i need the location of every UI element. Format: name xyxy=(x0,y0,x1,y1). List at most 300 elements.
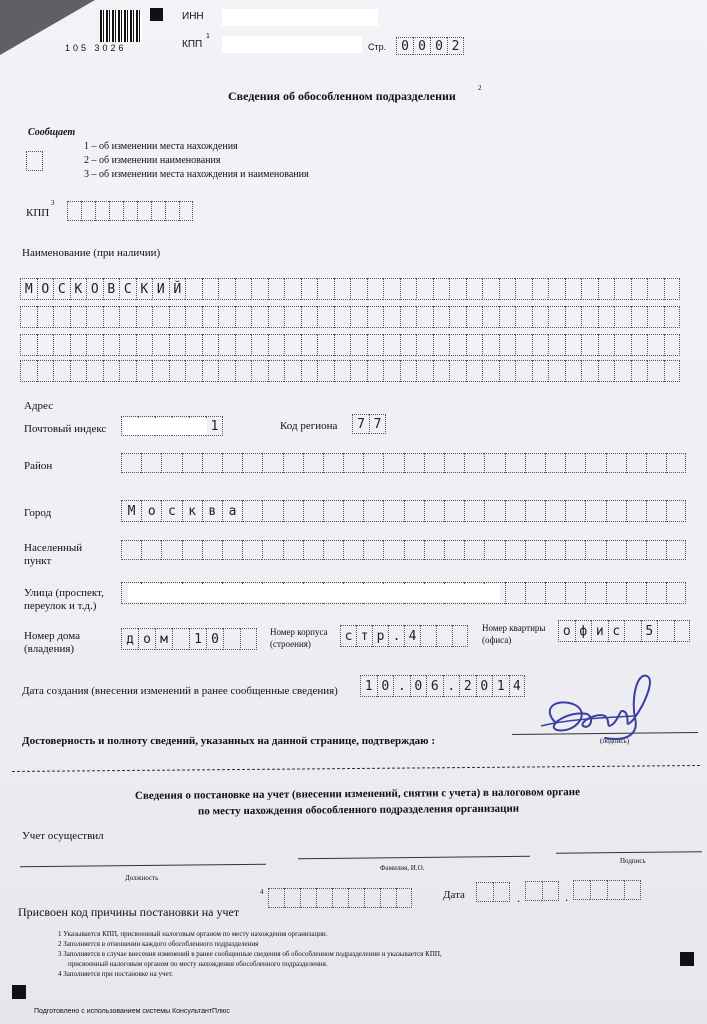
district-cell[interactable] xyxy=(606,453,626,473)
building-cell[interactable]: т xyxy=(356,625,372,647)
street-cell[interactable] xyxy=(646,582,666,604)
name-cell[interactable] xyxy=(317,278,334,300)
city-cell[interactable] xyxy=(424,500,444,522)
name-cell[interactable] xyxy=(284,360,301,382)
reg-date-cell[interactable] xyxy=(476,882,493,902)
house-cell[interactable]: 0 xyxy=(206,628,223,650)
building-cell[interactable] xyxy=(452,625,468,647)
name-cell[interactable] xyxy=(70,306,87,328)
city-cell[interactable]: в xyxy=(202,500,222,522)
district-cell[interactable] xyxy=(666,453,686,473)
name-cell[interactable]: К xyxy=(70,278,87,300)
name-cell[interactable] xyxy=(367,334,384,356)
district-cell[interactable] xyxy=(565,453,585,473)
name-cell[interactable] xyxy=(350,306,367,328)
reason-code-cell[interactable] xyxy=(380,888,396,908)
locality-cell[interactable] xyxy=(464,540,484,560)
street-cell[interactable] xyxy=(505,582,525,604)
district-cell[interactable] xyxy=(646,453,666,473)
name-cell[interactable] xyxy=(251,334,268,356)
name-cell[interactable] xyxy=(37,360,54,382)
district-cell[interactable] xyxy=(525,453,545,473)
name-cell[interactable] xyxy=(532,334,549,356)
name-cell[interactable] xyxy=(515,278,532,300)
name-cell[interactable] xyxy=(581,334,598,356)
name-cell[interactable] xyxy=(581,278,598,300)
name-cell[interactable] xyxy=(301,334,318,356)
name-cell[interactable] xyxy=(152,334,169,356)
locality-cell[interactable] xyxy=(141,540,161,560)
creation-date-cell[interactable]: . xyxy=(393,675,410,697)
name-cell[interactable] xyxy=(499,334,516,356)
reg-date-cell[interactable] xyxy=(542,881,559,901)
kpp-cell[interactable] xyxy=(151,201,165,221)
city-cell[interactable] xyxy=(242,500,262,522)
name-cell[interactable] xyxy=(548,360,565,382)
kpp-cell[interactable] xyxy=(137,201,151,221)
street-cell[interactable] xyxy=(525,582,545,604)
locality-cell[interactable] xyxy=(262,540,282,560)
name-row[interactable] xyxy=(20,278,680,300)
name-cell[interactable] xyxy=(136,306,153,328)
name-cell[interactable] xyxy=(499,278,516,300)
reg-date-cell[interactable] xyxy=(590,880,607,900)
city-cell[interactable] xyxy=(505,500,525,522)
name-cell[interactable] xyxy=(433,278,450,300)
city-cells[interactable] xyxy=(121,500,686,522)
name-cell[interactable] xyxy=(317,306,334,328)
city-cell[interactable] xyxy=(646,500,666,522)
name-cell[interactable] xyxy=(499,306,516,328)
locality-cell[interactable] xyxy=(545,540,565,560)
name-cell[interactable] xyxy=(350,360,367,382)
kpp-field-cells[interactable] xyxy=(67,201,193,221)
name-cell[interactable] xyxy=(334,306,351,328)
name-cell[interactable] xyxy=(482,278,499,300)
name-cell[interactable] xyxy=(218,306,235,328)
reg-date-cell[interactable] xyxy=(624,880,641,900)
city-cell[interactable]: а xyxy=(222,500,242,522)
name-cell[interactable]: Й xyxy=(169,278,186,300)
name-cell[interactable] xyxy=(334,278,351,300)
house-cell[interactable]: о xyxy=(138,628,155,650)
name-cell[interactable] xyxy=(185,360,202,382)
district-cell[interactable] xyxy=(222,453,242,473)
name-cell[interactable] xyxy=(235,278,252,300)
name-cell[interactable] xyxy=(301,306,318,328)
name-cell[interactable] xyxy=(86,360,103,382)
house-cell[interactable] xyxy=(223,628,240,650)
city-cell[interactable] xyxy=(484,500,504,522)
name-cell[interactable] xyxy=(647,306,664,328)
building-cell[interactable] xyxy=(420,625,436,647)
name-cell[interactable] xyxy=(301,360,318,382)
street-cell[interactable] xyxy=(666,582,686,604)
district-cell[interactable] xyxy=(283,453,303,473)
page-number-cell[interactable]: 0 xyxy=(430,37,447,55)
name-cell[interactable] xyxy=(647,334,664,356)
name-cell[interactable] xyxy=(20,360,37,382)
name-cell[interactable] xyxy=(119,360,136,382)
city-cell[interactable] xyxy=(525,500,545,522)
region-cell[interactable]: 7 xyxy=(352,414,369,434)
name-cell[interactable] xyxy=(383,360,400,382)
reg-date-cell[interactable] xyxy=(493,882,510,902)
name-cell[interactable] xyxy=(169,334,186,356)
name-cell[interactable] xyxy=(284,278,301,300)
city-cell[interactable]: о xyxy=(141,500,161,522)
city-cell[interactable]: М xyxy=(121,500,141,522)
district-cell[interactable] xyxy=(444,453,464,473)
name-cell[interactable] xyxy=(202,334,219,356)
district-cell[interactable] xyxy=(484,453,504,473)
district-cell[interactable] xyxy=(323,453,343,473)
reg-date-year-cells[interactable] xyxy=(573,880,641,900)
district-cell[interactable] xyxy=(303,453,323,473)
name-cell[interactable]: С xyxy=(53,278,70,300)
locality-cell[interactable] xyxy=(283,540,303,560)
name-cell[interactable] xyxy=(598,334,615,356)
name-cell[interactable] xyxy=(614,278,631,300)
name-cell[interactable] xyxy=(647,278,664,300)
house-cell[interactable]: 1 xyxy=(189,628,206,650)
city-cell[interactable] xyxy=(606,500,626,522)
name-cell[interactable] xyxy=(20,306,37,328)
name-cell[interactable] xyxy=(400,334,417,356)
name-cell[interactable] xyxy=(482,334,499,356)
name-cell[interactable] xyxy=(515,306,532,328)
name-cell[interactable] xyxy=(103,306,120,328)
name-cell[interactable] xyxy=(515,360,532,382)
district-cell[interactable] xyxy=(121,453,141,473)
name-cell[interactable] xyxy=(466,360,483,382)
name-cell[interactable] xyxy=(482,360,499,382)
name-cell[interactable] xyxy=(565,278,582,300)
name-cell[interactable] xyxy=(53,306,70,328)
name-cell[interactable] xyxy=(433,334,450,356)
apartment-cell[interactable] xyxy=(674,620,691,642)
reason-code-cell[interactable] xyxy=(284,888,300,908)
creation-date-cells[interactable] xyxy=(360,675,525,697)
name-cell[interactable] xyxy=(20,334,37,356)
name-cell[interactable] xyxy=(185,306,202,328)
building-cell[interactable]: с xyxy=(340,625,356,647)
kpp-cell[interactable] xyxy=(179,201,193,221)
reason-code-cell[interactable] xyxy=(348,888,364,908)
name-cell[interactable] xyxy=(86,334,103,356)
reg-date-day-cells[interactable] xyxy=(476,882,510,902)
name-cell[interactable] xyxy=(235,360,252,382)
locality-cell[interactable] xyxy=(343,540,363,560)
creation-date-cell[interactable]: 0 xyxy=(410,675,427,697)
district-cell[interactable] xyxy=(141,453,161,473)
name-cell[interactable] xyxy=(466,334,483,356)
city-cell[interactable]: к xyxy=(182,500,202,522)
name-cell[interactable] xyxy=(218,334,235,356)
district-cell[interactable] xyxy=(505,453,525,473)
locality-cell[interactable] xyxy=(585,540,605,560)
name-cell[interactable] xyxy=(86,306,103,328)
building-cell[interactable]: . xyxy=(388,625,404,647)
creation-date-cell[interactable]: . xyxy=(443,675,460,697)
name-cell[interactable] xyxy=(268,334,285,356)
name-cell[interactable] xyxy=(119,334,136,356)
notify-checkbox[interactable] xyxy=(26,151,43,171)
district-cells[interactable] xyxy=(121,453,686,473)
name-cell[interactable] xyxy=(235,334,252,356)
name-cell[interactable] xyxy=(169,306,186,328)
name-cell[interactable] xyxy=(350,278,367,300)
name-cell[interactable] xyxy=(548,278,565,300)
name-cell[interactable] xyxy=(598,278,615,300)
city-cell[interactable] xyxy=(404,500,424,522)
reg-date-cell[interactable] xyxy=(573,880,590,900)
name-cell[interactable] xyxy=(334,334,351,356)
name-cell[interactable] xyxy=(334,360,351,382)
district-cell[interactable] xyxy=(242,453,262,473)
name-cell[interactable] xyxy=(218,278,235,300)
name-cell[interactable] xyxy=(284,334,301,356)
city-cell[interactable] xyxy=(343,500,363,522)
name-cell[interactable] xyxy=(367,306,384,328)
name-cell[interactable] xyxy=(70,360,87,382)
locality-cells[interactable] xyxy=(121,540,686,560)
name-cell[interactable] xyxy=(416,306,433,328)
district-cell[interactable] xyxy=(626,453,646,473)
house-cell[interactable] xyxy=(172,628,189,650)
kpp-cell[interactable] xyxy=(123,201,137,221)
name-cell[interactable] xyxy=(581,306,598,328)
name-cell[interactable]: В xyxy=(103,278,120,300)
name-cell[interactable] xyxy=(482,306,499,328)
name-cell[interactable] xyxy=(400,278,417,300)
locality-cell[interactable] xyxy=(606,540,626,560)
name-cell[interactable] xyxy=(136,360,153,382)
locality-cell[interactable] xyxy=(404,540,424,560)
name-cell[interactable] xyxy=(565,334,582,356)
locality-cell[interactable] xyxy=(161,540,181,560)
name-cell[interactable] xyxy=(416,360,433,382)
name-row[interactable] xyxy=(20,306,680,328)
name-cell[interactable] xyxy=(119,306,136,328)
district-cell[interactable] xyxy=(545,453,565,473)
name-cell[interactable] xyxy=(416,334,433,356)
name-cell[interactable] xyxy=(383,334,400,356)
apartment-cell[interactable]: ф xyxy=(575,620,592,642)
reason-code-cell[interactable] xyxy=(268,888,284,908)
name-cell[interactable] xyxy=(515,334,532,356)
city-cell[interactable]: с xyxy=(161,500,181,522)
city-cell[interactable] xyxy=(565,500,585,522)
name-cell[interactable] xyxy=(548,306,565,328)
city-cell[interactable] xyxy=(363,500,383,522)
name-cell[interactable] xyxy=(235,306,252,328)
district-cell[interactable] xyxy=(262,453,282,473)
name-cell[interactable] xyxy=(37,334,54,356)
name-row[interactable] xyxy=(20,360,680,382)
name-cell[interactable] xyxy=(103,360,120,382)
street-cell[interactable] xyxy=(606,582,626,604)
district-cell[interactable] xyxy=(202,453,222,473)
house-cells[interactable] xyxy=(121,628,257,650)
locality-cell[interactable] xyxy=(484,540,504,560)
kpp-cell[interactable] xyxy=(67,201,81,221)
name-cell[interactable] xyxy=(301,278,318,300)
reason-code-cell[interactable] xyxy=(332,888,348,908)
locality-cell[interactable] xyxy=(444,540,464,560)
reason-code-cell[interactable] xyxy=(316,888,332,908)
creation-date-cell[interactable]: 1 xyxy=(492,675,509,697)
apartment-cell[interactable]: о xyxy=(558,620,575,642)
name-cell[interactable] xyxy=(136,334,153,356)
street-cell[interactable] xyxy=(545,582,565,604)
locality-cell[interactable] xyxy=(424,540,444,560)
name-cell[interactable] xyxy=(251,278,268,300)
name-cell[interactable]: М xyxy=(20,278,37,300)
kpp-cell[interactable] xyxy=(165,201,179,221)
name-cell[interactable] xyxy=(103,334,120,356)
name-cell[interactable] xyxy=(251,360,268,382)
creation-date-cell[interactable]: 2 xyxy=(459,675,476,697)
locality-cell[interactable] xyxy=(323,540,343,560)
city-cell[interactable] xyxy=(585,500,605,522)
creation-date-cell[interactable]: 6 xyxy=(426,675,443,697)
name-cell[interactable] xyxy=(400,360,417,382)
name-cell[interactable] xyxy=(631,306,648,328)
district-cell[interactable] xyxy=(182,453,202,473)
name-cell[interactable] xyxy=(400,306,417,328)
name-cell[interactable] xyxy=(367,360,384,382)
name-cell[interactable] xyxy=(499,360,516,382)
name-cell[interactable] xyxy=(350,334,367,356)
name-cell[interactable] xyxy=(664,360,681,382)
name-cell[interactable] xyxy=(284,306,301,328)
name-cell[interactable] xyxy=(581,360,598,382)
apartment-cell[interactable]: с xyxy=(608,620,625,642)
street-cell[interactable] xyxy=(626,582,646,604)
reg-date-cell[interactable] xyxy=(607,880,624,900)
city-cell[interactable] xyxy=(262,500,282,522)
city-cell[interactable] xyxy=(666,500,686,522)
name-cell[interactable] xyxy=(268,360,285,382)
name-cell[interactable] xyxy=(631,334,648,356)
locality-cell[interactable] xyxy=(242,540,262,560)
postal-cell[interactable]: 1 xyxy=(206,416,223,436)
apartment-cell[interactable]: и xyxy=(591,620,608,642)
name-cell[interactable] xyxy=(218,360,235,382)
name-cell[interactable]: И xyxy=(152,278,169,300)
name-cell[interactable] xyxy=(532,306,549,328)
name-cell[interactable] xyxy=(251,306,268,328)
street-cell[interactable] xyxy=(565,582,585,604)
city-cell[interactable] xyxy=(303,500,323,522)
city-cell[interactable] xyxy=(626,500,646,522)
name-cell[interactable] xyxy=(416,278,433,300)
district-cell[interactable] xyxy=(464,453,484,473)
apartment-cell[interactable] xyxy=(624,620,641,642)
house-cell[interactable]: д xyxy=(121,628,138,650)
building-cell[interactable] xyxy=(436,625,452,647)
name-cell[interactable] xyxy=(532,360,549,382)
name-cell[interactable] xyxy=(317,334,334,356)
city-cell[interactable] xyxy=(283,500,303,522)
creation-date-cell[interactable]: 0 xyxy=(476,675,493,697)
building-cell[interactable]: 4 xyxy=(404,625,420,647)
name-cell[interactable] xyxy=(614,306,631,328)
name-cell[interactable] xyxy=(631,360,648,382)
kpp-cell[interactable] xyxy=(109,201,123,221)
name-cell[interactable] xyxy=(433,306,450,328)
name-cell[interactable] xyxy=(565,360,582,382)
name-cell[interactable] xyxy=(565,306,582,328)
reason-code-cell[interactable] xyxy=(300,888,316,908)
city-cell[interactable] xyxy=(464,500,484,522)
locality-cell[interactable] xyxy=(646,540,666,560)
locality-cell[interactable] xyxy=(202,540,222,560)
name-cell[interactable] xyxy=(37,306,54,328)
name-cell[interactable] xyxy=(598,360,615,382)
name-cell[interactable] xyxy=(449,306,466,328)
locality-cell[interactable] xyxy=(121,540,141,560)
name-cell[interactable] xyxy=(202,278,219,300)
kpp-cell[interactable] xyxy=(81,201,95,221)
name-cell[interactable] xyxy=(185,278,202,300)
city-cell[interactable] xyxy=(383,500,403,522)
reg-date-cell[interactable] xyxy=(525,881,542,901)
locality-cell[interactable] xyxy=(666,540,686,560)
creation-date-cell[interactable]: 4 xyxy=(509,675,526,697)
reason-code-cell[interactable] xyxy=(364,888,380,908)
building-cells[interactable] xyxy=(340,625,468,647)
name-cell[interactable]: О xyxy=(86,278,103,300)
apartment-cells[interactable] xyxy=(558,620,690,642)
name-cell[interactable] xyxy=(152,360,169,382)
house-cell[interactable]: м xyxy=(155,628,172,650)
district-cell[interactable] xyxy=(343,453,363,473)
name-cell[interactable] xyxy=(466,306,483,328)
locality-cell[interactable] xyxy=(565,540,585,560)
district-cell[interactable] xyxy=(585,453,605,473)
name-cell[interactable] xyxy=(185,334,202,356)
name-cell[interactable] xyxy=(367,278,384,300)
name-cell[interactable] xyxy=(631,278,648,300)
name-cell[interactable] xyxy=(268,306,285,328)
name-cell[interactable] xyxy=(664,306,681,328)
creation-date-cell[interactable]: 1 xyxy=(360,675,377,697)
locality-cell[interactable] xyxy=(505,540,525,560)
locality-cell[interactable] xyxy=(383,540,403,560)
name-cell[interactable] xyxy=(614,360,631,382)
name-cell[interactable] xyxy=(383,278,400,300)
page-number-cell[interactable]: 0 xyxy=(413,37,430,55)
name-cell[interactable] xyxy=(202,306,219,328)
city-cell[interactable] xyxy=(444,500,464,522)
street-cell[interactable] xyxy=(585,582,605,604)
district-cell[interactable] xyxy=(363,453,383,473)
building-cell[interactable]: р xyxy=(372,625,388,647)
page-number-cell[interactable]: 0 xyxy=(396,37,413,55)
page-number-cell[interactable]: 2 xyxy=(447,37,464,55)
name-cell[interactable]: С xyxy=(119,278,136,300)
name-cell[interactable] xyxy=(449,334,466,356)
locality-cell[interactable] xyxy=(363,540,383,560)
locality-cell[interactable] xyxy=(525,540,545,560)
reason-code-cells[interactable] xyxy=(268,888,412,908)
name-cell[interactable] xyxy=(598,306,615,328)
name-cell[interactable] xyxy=(202,360,219,382)
name-cell[interactable] xyxy=(548,334,565,356)
district-cell[interactable] xyxy=(161,453,181,473)
